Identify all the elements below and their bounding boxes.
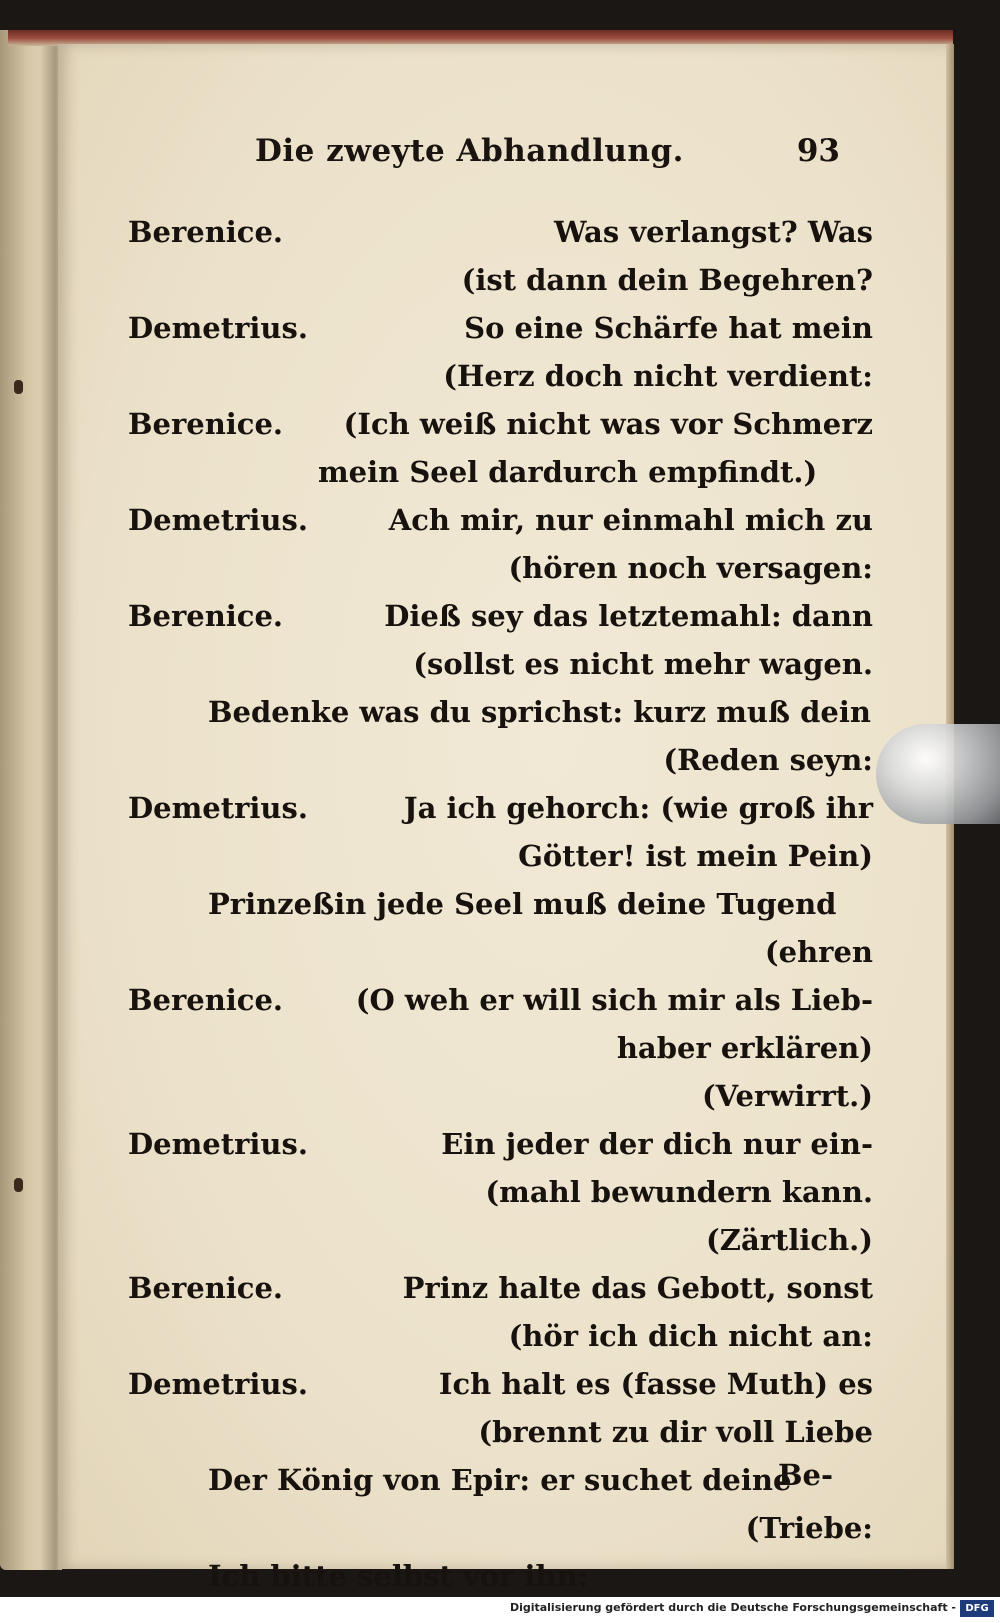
- line-text: Ein jeder der dich nur ein-: [441, 1127, 873, 1161]
- page-number: 93: [796, 133, 840, 169]
- text-line: [128, 400, 873, 448]
- line-text: Götter! ist mein Pein): [518, 839, 873, 873]
- speaker-name: Berenice.: [128, 1271, 283, 1305]
- text-line: [128, 496, 873, 544]
- text-line: [128, 352, 873, 400]
- line-text: (sollst es nicht mehr wagen.: [413, 647, 873, 681]
- line-text: Dieß sey das letztemahl: dann: [384, 599, 873, 633]
- speaker-name: Berenice.: [128, 407, 283, 441]
- line-text: Prinz halte das Gebott, sonst: [402, 1271, 873, 1305]
- speaker-name: Berenice.: [128, 215, 283, 249]
- binding-hole: [14, 380, 23, 394]
- text-line: [128, 976, 873, 1024]
- page-clip: [876, 724, 1000, 824]
- speaker-name: Demetrius.: [128, 503, 308, 537]
- line-text: (brennt zu dir voll Liebe: [478, 1415, 873, 1449]
- speaker-name: Demetrius.: [128, 1367, 308, 1401]
- catchword: Be-: [778, 1458, 833, 1492]
- line-text: Ich bitte selbst vor ihn:: [208, 1559, 589, 1593]
- line-text: (Verwirrt.): [701, 1079, 873, 1113]
- text-line: [128, 1264, 873, 1312]
- line-text: mein Seel dardurch empfindt.): [318, 455, 818, 489]
- line-text: (O weh er will sich mir als Lieb-: [355, 983, 873, 1017]
- text-line: [128, 1216, 873, 1264]
- text-line: [128, 448, 873, 496]
- text-line: [128, 208, 873, 256]
- line-text: (hör ich dich nicht an:: [508, 1319, 873, 1353]
- line-text: Ach mir, nur einmahl mich zu: [388, 503, 873, 537]
- line-text: Prinzeßin jede Seel muß deine Tugend: [208, 887, 837, 921]
- line-text: (Herz doch nicht verdient:: [443, 359, 873, 393]
- text-line: [128, 1552, 873, 1600]
- line-text: (Reden seyn:: [663, 743, 873, 777]
- speaker-name: Demetrius.: [128, 311, 308, 345]
- digitization-footer: [0, 1597, 1000, 1623]
- page-header: [255, 133, 840, 181]
- text-line: [128, 1168, 873, 1216]
- text-line: [128, 640, 873, 688]
- line-text: (mahl bewundern kann.: [485, 1175, 873, 1209]
- dialogue-text: [128, 208, 873, 1600]
- text-line: [128, 688, 873, 736]
- text-line: [128, 256, 873, 304]
- speaker-name: Demetrius.: [128, 1127, 308, 1161]
- text-line: [128, 1408, 873, 1456]
- text-line: [128, 1120, 873, 1168]
- line-text: (Ich weiß nicht was vor Schmerz: [343, 407, 873, 441]
- text-line: [128, 1504, 873, 1552]
- line-text: haber erklären): [616, 1031, 873, 1065]
- line-text: (Zärtlich.): [706, 1223, 873, 1257]
- speaker-name: Demetrius.: [128, 791, 308, 825]
- text-line: [128, 1456, 873, 1504]
- text-line: [128, 736, 873, 784]
- line-text: (ehren: [764, 935, 873, 969]
- text-line: [128, 1360, 873, 1408]
- dfg-logo: DFG: [960, 1600, 994, 1617]
- text-line: [128, 880, 873, 928]
- text-line: [128, 1024, 873, 1072]
- text-line: [128, 1312, 873, 1360]
- line-text: (ist dann dein Begehren?: [461, 263, 873, 297]
- speaker-name: Berenice.: [128, 599, 283, 633]
- line-text: Ich halt es (fasse Muth) es: [438, 1367, 873, 1401]
- line-text: (Triebe:: [745, 1511, 873, 1545]
- text-line: [128, 304, 873, 352]
- text-line: [128, 928, 873, 976]
- line-text: So eine Schärfe hat mein: [464, 311, 873, 345]
- line-text: Ja ich gehorch: (wie groß ihr: [403, 791, 873, 825]
- line-text: Was verlangst? Was: [554, 215, 873, 249]
- speaker-name: Berenice.: [128, 983, 283, 1017]
- line-text: Bedenke was du sprichst: kurz muß dein: [208, 695, 871, 729]
- text-line: [128, 592, 873, 640]
- text-line: [128, 544, 873, 592]
- footer-credit: Digitalisierung gefördert durch die Deutsche Forschungsgemeinschaft -: [509, 1601, 956, 1614]
- binding-hole: [14, 1178, 23, 1192]
- text-line: [128, 1072, 873, 1120]
- text-line: [128, 784, 873, 832]
- line-text: Der König von Epir: er suchet deine: [208, 1463, 792, 1497]
- running-title: Die zweyte Abhandlung.: [255, 133, 684, 169]
- line-text: (hören noch versagen:: [508, 551, 873, 585]
- text-line: [128, 832, 873, 880]
